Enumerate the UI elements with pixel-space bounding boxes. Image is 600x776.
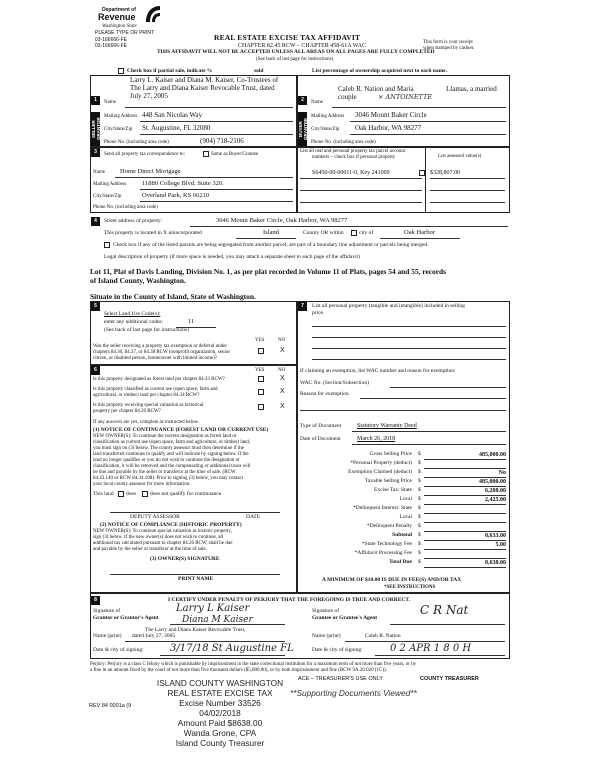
continuance-line: 84.33.140 or RCW 84.34.108). Prior to signing (3) below, you may contact	[93, 476, 244, 481]
form-chapter: CHAPTER 82.45 RCW – CHAPTER 458-61A WAC	[238, 43, 366, 49]
calc-row-value: 2,425.00	[485, 496, 506, 503]
stamp-line: Wanda Grone, CPA	[183, 728, 257, 738]
value-line-2	[430, 190, 505, 191]
print-name-line	[110, 574, 280, 575]
grantee-date-label: Date & city of signing:	[312, 647, 363, 653]
tax-correspondence-label: Send all property tax correspondence to:	[104, 152, 185, 157]
buyer-grantee-side-label: BUYER GRANTEE	[298, 112, 307, 146]
buyer-name-handwritten: × ANTOINETTE	[378, 93, 433, 101]
current-use-no-mark: X	[280, 388, 285, 395]
tax-city-underline	[140, 201, 293, 202]
calc-row-underline	[424, 468, 506, 469]
calc-row-underline	[424, 567, 506, 568]
see-back-instructions: (See back of last page for instructions)	[256, 57, 334, 62]
parcel-line-2	[300, 190, 422, 191]
stamp-line: ISLAND COUNTY WASHINGTON	[156, 678, 284, 688]
perjury-note-1: Perjury: Perjury is a class C felony which is punishable by imprisonment in the state correctional institution for a maximum term of not more than five years, or by	[90, 662, 417, 667]
buyer-name-underline	[332, 107, 506, 108]
exempt-question-1: Was the seller receiving a property tax exemption or deferral under	[93, 344, 227, 349]
print-name-label: PRINT NAME	[178, 576, 214, 582]
grantee-sig-label-1: Signature of	[312, 608, 340, 614]
land-use-select-label: Select Land Use Code(s):	[104, 311, 161, 317]
historic-no-mark: X	[280, 403, 285, 410]
form-title: REAL ESTATE EXCISE TAX AFFIDAVIT	[214, 33, 361, 42]
seller-mailing: 448 San Nicolas Way	[142, 111, 203, 119]
continuance-line: your local county assessor for more information.	[93, 482, 191, 487]
tax-mailing-label: Mailing Address	[93, 182, 127, 187]
buyer-mailing-underline	[350, 121, 506, 122]
calc-row-underline	[424, 513, 506, 514]
calc-row-label: Local	[399, 514, 412, 520]
city-value: Oak Harbor	[404, 229, 435, 236]
section-5-badge: 5	[91, 302, 100, 311]
grantor-name-line	[125, 641, 285, 642]
tax-city-label: City/State/Zip	[93, 194, 122, 199]
grantee-signature: C R Nat	[420, 603, 469, 617]
this-land-label: This land	[93, 491, 114, 497]
land-does-label: does	[126, 491, 137, 497]
land-use-no-header: NO	[278, 338, 286, 343]
calc-row-label: *State Technology Fee	[361, 541, 412, 547]
calc-row-underline	[424, 540, 506, 541]
certify-statement: I CERTIFY UNDER PENALTY OF PERJURY THAT THE FOREGOING IS TRUE AND CORRECT.	[168, 597, 411, 603]
calc-row-value: 485,000.00	[479, 478, 506, 485]
legal-description-line-1: Lot 11, Plat of Davis Landing, Division No. 1, as per plat recorded in Volume 11 of Plats, pages 54 and 55, records	[90, 267, 447, 276]
partial-sale-checkbox[interactable]	[118, 68, 124, 74]
calc-row-label: *Delinquent Penalty	[366, 523, 412, 529]
seller-mailing-label: Mailing Address	[104, 114, 138, 119]
buyer-city-label: City/State/Zip	[311, 127, 340, 132]
calc-row-currency: $	[418, 550, 421, 556]
s6-no-header: NO	[278, 368, 286, 373]
land-use-see-back: (See back of last page for instructions)	[104, 327, 189, 333]
seller-phone-label: Phone No. (including area code)	[104, 140, 169, 145]
situate-line: Situate in the County of Island, State of Washington.	[90, 292, 256, 301]
treasurer-stamp	[140, 678, 300, 776]
parcel-line-3	[300, 202, 422, 203]
calc-row-value: No	[498, 469, 506, 476]
seller-grantor-side-label: SELLER GRANTOR	[91, 112, 100, 146]
calc-row-currency: $	[418, 451, 421, 457]
seller-name-line-1: Larry L. Kaiser and Diana M. Kaiser, Co-Trustees of	[130, 76, 279, 84]
calc-row-currency: $	[418, 496, 421, 502]
calc-row-underline	[424, 459, 506, 460]
grantee-name-line	[345, 641, 505, 642]
seller-city-label: City/State/Zip	[104, 127, 133, 132]
assessed-value: $328,807.00	[430, 170, 460, 176]
current-use-question-1: Is this property classified as current use (open space, farm and	[93, 387, 218, 392]
buyer-name-line-1b: Llamas, a married	[446, 85, 497, 93]
grantee-date-city: 0 2 APR 1 8 0 H	[390, 643, 472, 654]
seller-city: St. Augustine, FL 32080	[142, 124, 211, 132]
doc-type-label: Type of Document	[300, 423, 342, 429]
county-treasurer-label: COUNTY TREASURER	[420, 676, 479, 682]
calc-row-label: Total Due	[389, 559, 412, 565]
value-line-1	[430, 178, 505, 179]
continuance-line: classification as current use (open space, farm and agriculture, or timber) land,	[93, 440, 251, 445]
county-label: County OR within	[303, 230, 344, 236]
calc-row-label: Local	[399, 496, 412, 502]
legal-description-line-2: of Island County, Washington.	[90, 276, 186, 285]
calc-row-currency: $	[418, 487, 421, 493]
continuance-line: you must sign on (3) below. The county assessor must then determine if the	[93, 446, 244, 451]
calc-row-currency: $	[418, 469, 421, 475]
calc-row-value: 5.00	[495, 541, 506, 548]
parcel-header-2: numbers – check box if personal property	[312, 155, 396, 160]
wac-number-label: WAC No. (Section/Subsection)	[300, 380, 369, 386]
form-code-2: 03-166666-FE	[95, 43, 127, 49]
seller-name-line-2: The Larry and Diana Kaiser Revocable Trust, dated	[130, 84, 275, 92]
compliance-title: (2) NOTICE OF COMPLIANCE (HISTORIC PROPERTY)	[100, 522, 242, 528]
located-label: This property is located in X unincorporated	[104, 230, 202, 236]
tax-phone-label: Phone No. (including area code)	[93, 205, 158, 210]
calc-row-label: *Delinquent Interest: State	[353, 505, 412, 511]
land-use-code: 11	[188, 318, 195, 325]
personal-property-label-2: price.	[312, 310, 325, 316]
tax-city: Overland Park, KS 66210	[142, 192, 210, 199]
land-does-not-checkbox[interactable]	[142, 491, 148, 497]
minimum-due-note: A MINIMUM OF $10.00 IS DUE IN FEE(S) AND/OR TAX	[322, 577, 462, 583]
calc-row-label: Excise Tax: State	[373, 487, 412, 493]
seller-name-line-3: July 27, 2005	[130, 92, 168, 100]
county-underline	[236, 238, 296, 239]
grantor-signature-2: Diana M Kaiser	[182, 615, 253, 625]
calc-row-label: Taxable Selling Price	[365, 478, 412, 484]
tax-name-underline	[115, 177, 293, 178]
compliance-line: and payable by the seller or transferor at the time of sale.	[93, 547, 207, 552]
same-as-buyer-label: Same as Buyer/Grantee	[211, 152, 259, 157]
grantor-name-label: Name (print)	[93, 633, 122, 639]
please-type: PLEASE TYPE OR PRINT	[95, 30, 155, 36]
perjury-note-2: a fine in an amount fixed by the court of not more than five thousand dollars ($5,000.00), or by both imprisonment and fine (RCW 9A.20.020 (1C)).	[90, 668, 387, 673]
historic-question-1: Is this property receiving special valuation as historical	[93, 403, 204, 408]
grantee-sig-line	[390, 624, 505, 625]
deputy-date-label: DATE	[246, 514, 261, 520]
dept-line2: Revenue	[98, 12, 136, 22]
seller-name-underline	[125, 107, 293, 108]
forest-yes-checkbox[interactable]	[258, 376, 264, 382]
calc-row-label: *Personal Property (deduct)	[350, 460, 412, 466]
calc-row-currency: $	[418, 478, 421, 484]
reason-line-1	[360, 398, 506, 399]
grantor-sig-label-1: Signature of	[93, 608, 121, 614]
parcel-number: S6450-00-00011-0, Key 241009	[312, 170, 390, 176]
land-does-not-label: does not qualify for continuance.	[150, 491, 223, 497]
grantor-date-label: Date & city of signing:	[93, 647, 144, 653]
dor-logo-icon	[144, 4, 162, 24]
calc-row-value: 6,208.00	[485, 487, 506, 494]
doc-type: Statutory Warranty Deed	[357, 423, 417, 429]
street-underline	[190, 226, 508, 227]
grantor-date-city: 3/17/18 St Augustine FL	[170, 643, 294, 654]
segregated-checkbox[interactable]	[104, 242, 110, 248]
land-use-additional-label: enter any additional codes:	[104, 319, 164, 325]
grantor-date-line	[160, 655, 285, 656]
value-line-3	[430, 202, 505, 203]
buyer-name-line-2: couple	[338, 93, 357, 101]
continuance-line: NEW OWNER(S): To continue the current designation as forest land or	[93, 434, 237, 439]
deputy-assessor-label: DEPUTY ASSESSOR	[130, 514, 180, 520]
city-of-checkbox[interactable]	[351, 230, 357, 236]
doc-date-underline	[352, 444, 506, 445]
calc-row-currency: $	[418, 523, 421, 529]
city-of-label: city of	[359, 230, 374, 236]
s6-yes-header: YES	[255, 368, 265, 373]
forest-land-question: Is this property designated as forest land per chapter 84.33 RCW?	[93, 377, 225, 382]
grantor-print-name-1: The Larry and Diana Kaiser Revocable Trust,	[145, 627, 246, 633]
stamp-line: Island County Treasurer	[175, 738, 265, 748]
legal-description-label: Legal description of property (if more space is needed, you may attach a separate sheet to each page of the affidavit)	[104, 254, 360, 260]
calc-row-label: Exemption Claimed (deduct)	[348, 469, 412, 475]
grantee-sig-label-2: Grantee or Grantee's Agent	[312, 615, 378, 621]
buyer-phone-label: Phone No. (including area code)	[311, 140, 376, 145]
section-1-badge: 1	[91, 96, 100, 105]
grantor-signature: Larry L Kaiser	[176, 603, 250, 614]
grantee-date-line	[375, 655, 505, 656]
treasurer-use-only: ACE – TREASURER'S USE ONLY	[298, 676, 383, 682]
buyer-city: Oak Harbor, WA 98277	[355, 124, 422, 132]
calc-row-currency: $	[418, 514, 421, 520]
calc-row-value: 8,633.00	[485, 532, 506, 539]
tax-name: Home Direct Mortgage	[120, 168, 181, 175]
land-does-checkbox[interactable]	[118, 491, 124, 497]
grantee-print-name: Caleb R. Nation	[365, 633, 401, 639]
tax-mailing: 11880 College Blvd. Suite 320.	[142, 180, 224, 187]
receipt-note-1: This form is your receipt	[423, 40, 473, 45]
buyer-name-label: Name	[311, 100, 323, 105]
if-yes-note: If any answers are yes, complete as instructed below.	[93, 420, 200, 425]
current-use-yes-checkbox[interactable]	[258, 389, 264, 395]
supporting-documents-note: **Supporting Documents Viewed**	[290, 688, 417, 698]
grantee-name-label: Name (print)	[312, 633, 341, 639]
section-6-badge: 6	[91, 366, 100, 375]
dept-line3: Washington State	[102, 24, 137, 29]
compliance-line: sign (3) below. If the new owner(s) does not wish to continue, all	[93, 535, 224, 540]
stamp-line: Excise Number 33526	[179, 698, 261, 708]
calc-row-value: 485,000.00	[479, 451, 506, 458]
compliance-line: additional tax calculated pursuant to chapter 84.26 RCW, shall be due	[93, 541, 233, 546]
historic-yes-checkbox[interactable]	[258, 404, 264, 410]
ownership-percentage-note: List percentage of ownership acquired next to each name.	[312, 68, 447, 74]
doc-type-underline	[352, 431, 506, 432]
tax-name-label: Name	[93, 170, 105, 175]
calc-row-value: 8,638.00	[485, 559, 506, 566]
section-4-badge: 4	[91, 217, 100, 226]
continuance-title: (1) NOTICE OF CONTINUANCE (FOREST LAND OR CURRENT USE)	[93, 427, 269, 433]
deputy-assessor-line	[110, 512, 280, 513]
section-3-badge: 3	[91, 148, 100, 157]
calc-row-underline	[424, 504, 506, 505]
calc-row-label: Gross Selling Price	[369, 451, 412, 457]
calc-row-underline	[424, 522, 506, 523]
parcel-divider	[425, 147, 426, 213]
continuance-line: land transferred continues to qualify and will indicate by signing below. If the	[93, 452, 249, 457]
seller-mailing-underline	[140, 121, 293, 122]
exempt-question-3: citizen, or disabled person, homeowner with limited income)?	[93, 356, 217, 361]
continuance-line: classification, it will be removed and the compensating or additional taxes will	[93, 464, 251, 469]
personal-property-checkbox[interactable]	[419, 170, 425, 176]
assessed-value-header: List assessed value(s)	[438, 154, 482, 159]
calc-row-currency: $	[418, 541, 421, 547]
seller-city-underline	[140, 134, 293, 135]
street-address: 3046 Mount Baker Circle, Oak Harbor, WA 98277	[216, 217, 348, 224]
buyer-mailing: 3046 Mount Baker Circle	[355, 111, 427, 119]
buyer-name-line-1: Caleb R. Nation and Maria	[338, 85, 414, 93]
tax-mailing-underline	[140, 189, 293, 190]
seller-phone: (904) 718-2106	[200, 137, 244, 145]
exempt-yes-checkbox[interactable]	[258, 348, 264, 354]
exempt-question-2: chapters 84.36, 84.37, or 84.38 RCW (nonprofit organization, senior	[93, 350, 231, 355]
calc-row-currency: $	[418, 460, 421, 466]
calc-row-currency: $	[418, 532, 421, 538]
see-instructions-note: *SEE INSTRUCTIONS	[384, 585, 436, 590]
form-warning: THIS AFFIDAVIT WILL NOT BE ACCEPTED UNLESS ALL AREAS ON ALL PAGES ARE FULLY COMPLETED	[157, 49, 435, 55]
personal-line-4	[312, 359, 506, 360]
compliance-line: NEW OWNER(S): To continue special valuation as historic property,	[93, 529, 232, 534]
exempt-no-mark: X	[280, 347, 285, 354]
calc-row-label: Subtotal	[392, 532, 412, 538]
personal-property-label-1: List all personal property (tangible and intangible) included in selling	[312, 303, 465, 309]
continuance-line: be due and payable by the seller or transferor at the time of sale. (RCW	[93, 470, 236, 475]
personal-line-3	[312, 348, 506, 349]
doc-date: March 26, 2018	[357, 436, 396, 442]
same-as-buyer-checkbox[interactable]	[203, 151, 209, 157]
grantor-print-name-2: dated July 27, 2005	[132, 633, 176, 639]
partial-sale-label: Check box if partial sale, indicate %	[127, 68, 213, 74]
reason-label: Reason for exemption	[300, 391, 349, 397]
county-value: Island	[263, 229, 279, 236]
segregated-label: Check box if any of the listed parcels are being segregated from another parcel, are part of a boundary line adjustment or parcels being merged.	[113, 242, 429, 248]
current-use-question-2: agricultural, or timber) land per chapter 84.34 RCW?	[93, 393, 200, 398]
buyer-city-underline	[350, 134, 506, 135]
buyer-mailing-label: Mailing Address	[311, 114, 345, 119]
parcel-line-1	[300, 178, 422, 179]
dept-line1: Department of	[102, 7, 136, 13]
doc-date-label: Date of Document	[300, 436, 341, 442]
owner-signature-label: (3) OWNER(S) SIGNATURE	[150, 556, 220, 562]
form-code-1: 03-166666-FE	[95, 37, 127, 43]
personal-line-2	[312, 337, 506, 338]
grantor-sig-line	[170, 624, 285, 625]
rev-code: REV 84 0001a (9	[89, 703, 132, 709]
section-7-badge: 7	[298, 302, 307, 311]
seller-name-label: Name	[104, 100, 116, 105]
reason-line-2	[300, 410, 506, 411]
continuance-line: land no longer qualifies or you do not wish to continue the designation or	[93, 458, 240, 463]
calc-row-label: *Affidavit Processing Fee	[354, 550, 412, 556]
section-2-badge: 2	[298, 96, 307, 105]
stamp-line: Amount Paid $8638.00	[177, 718, 263, 728]
historic-question-2: property per chapter 84.26 RCW?	[93, 409, 161, 414]
calc-row-currency: $	[418, 505, 421, 511]
partial-sold-label: sold	[254, 68, 264, 74]
calc-row-currency: $	[418, 559, 421, 565]
grantor-sig-label-2: Grantor or Grantor's Agent	[93, 615, 159, 621]
street-address-label: Street address of property:	[104, 218, 163, 224]
wac-underline	[390, 387, 506, 388]
parcel-header-1: List all real and personal property tax parcel account	[300, 149, 406, 154]
receipt-note-2: when stamped by cashier.	[423, 46, 475, 51]
city-underline	[380, 238, 460, 239]
calc-row-underline	[424, 549, 506, 550]
land-use-yes-header: YES	[255, 338, 265, 343]
personal-line-1	[312, 326, 506, 327]
stamp-line: REAL ESTATE EXCISE TAX	[167, 688, 273, 698]
stamp-line: 04/02/2018	[199, 708, 241, 718]
section-8-badge: 8	[91, 596, 100, 605]
exemption-claim-label: If claiming an exemption, list WAC number and reason for exemption:	[300, 368, 456, 374]
forest-no-mark: X	[280, 375, 285, 382]
